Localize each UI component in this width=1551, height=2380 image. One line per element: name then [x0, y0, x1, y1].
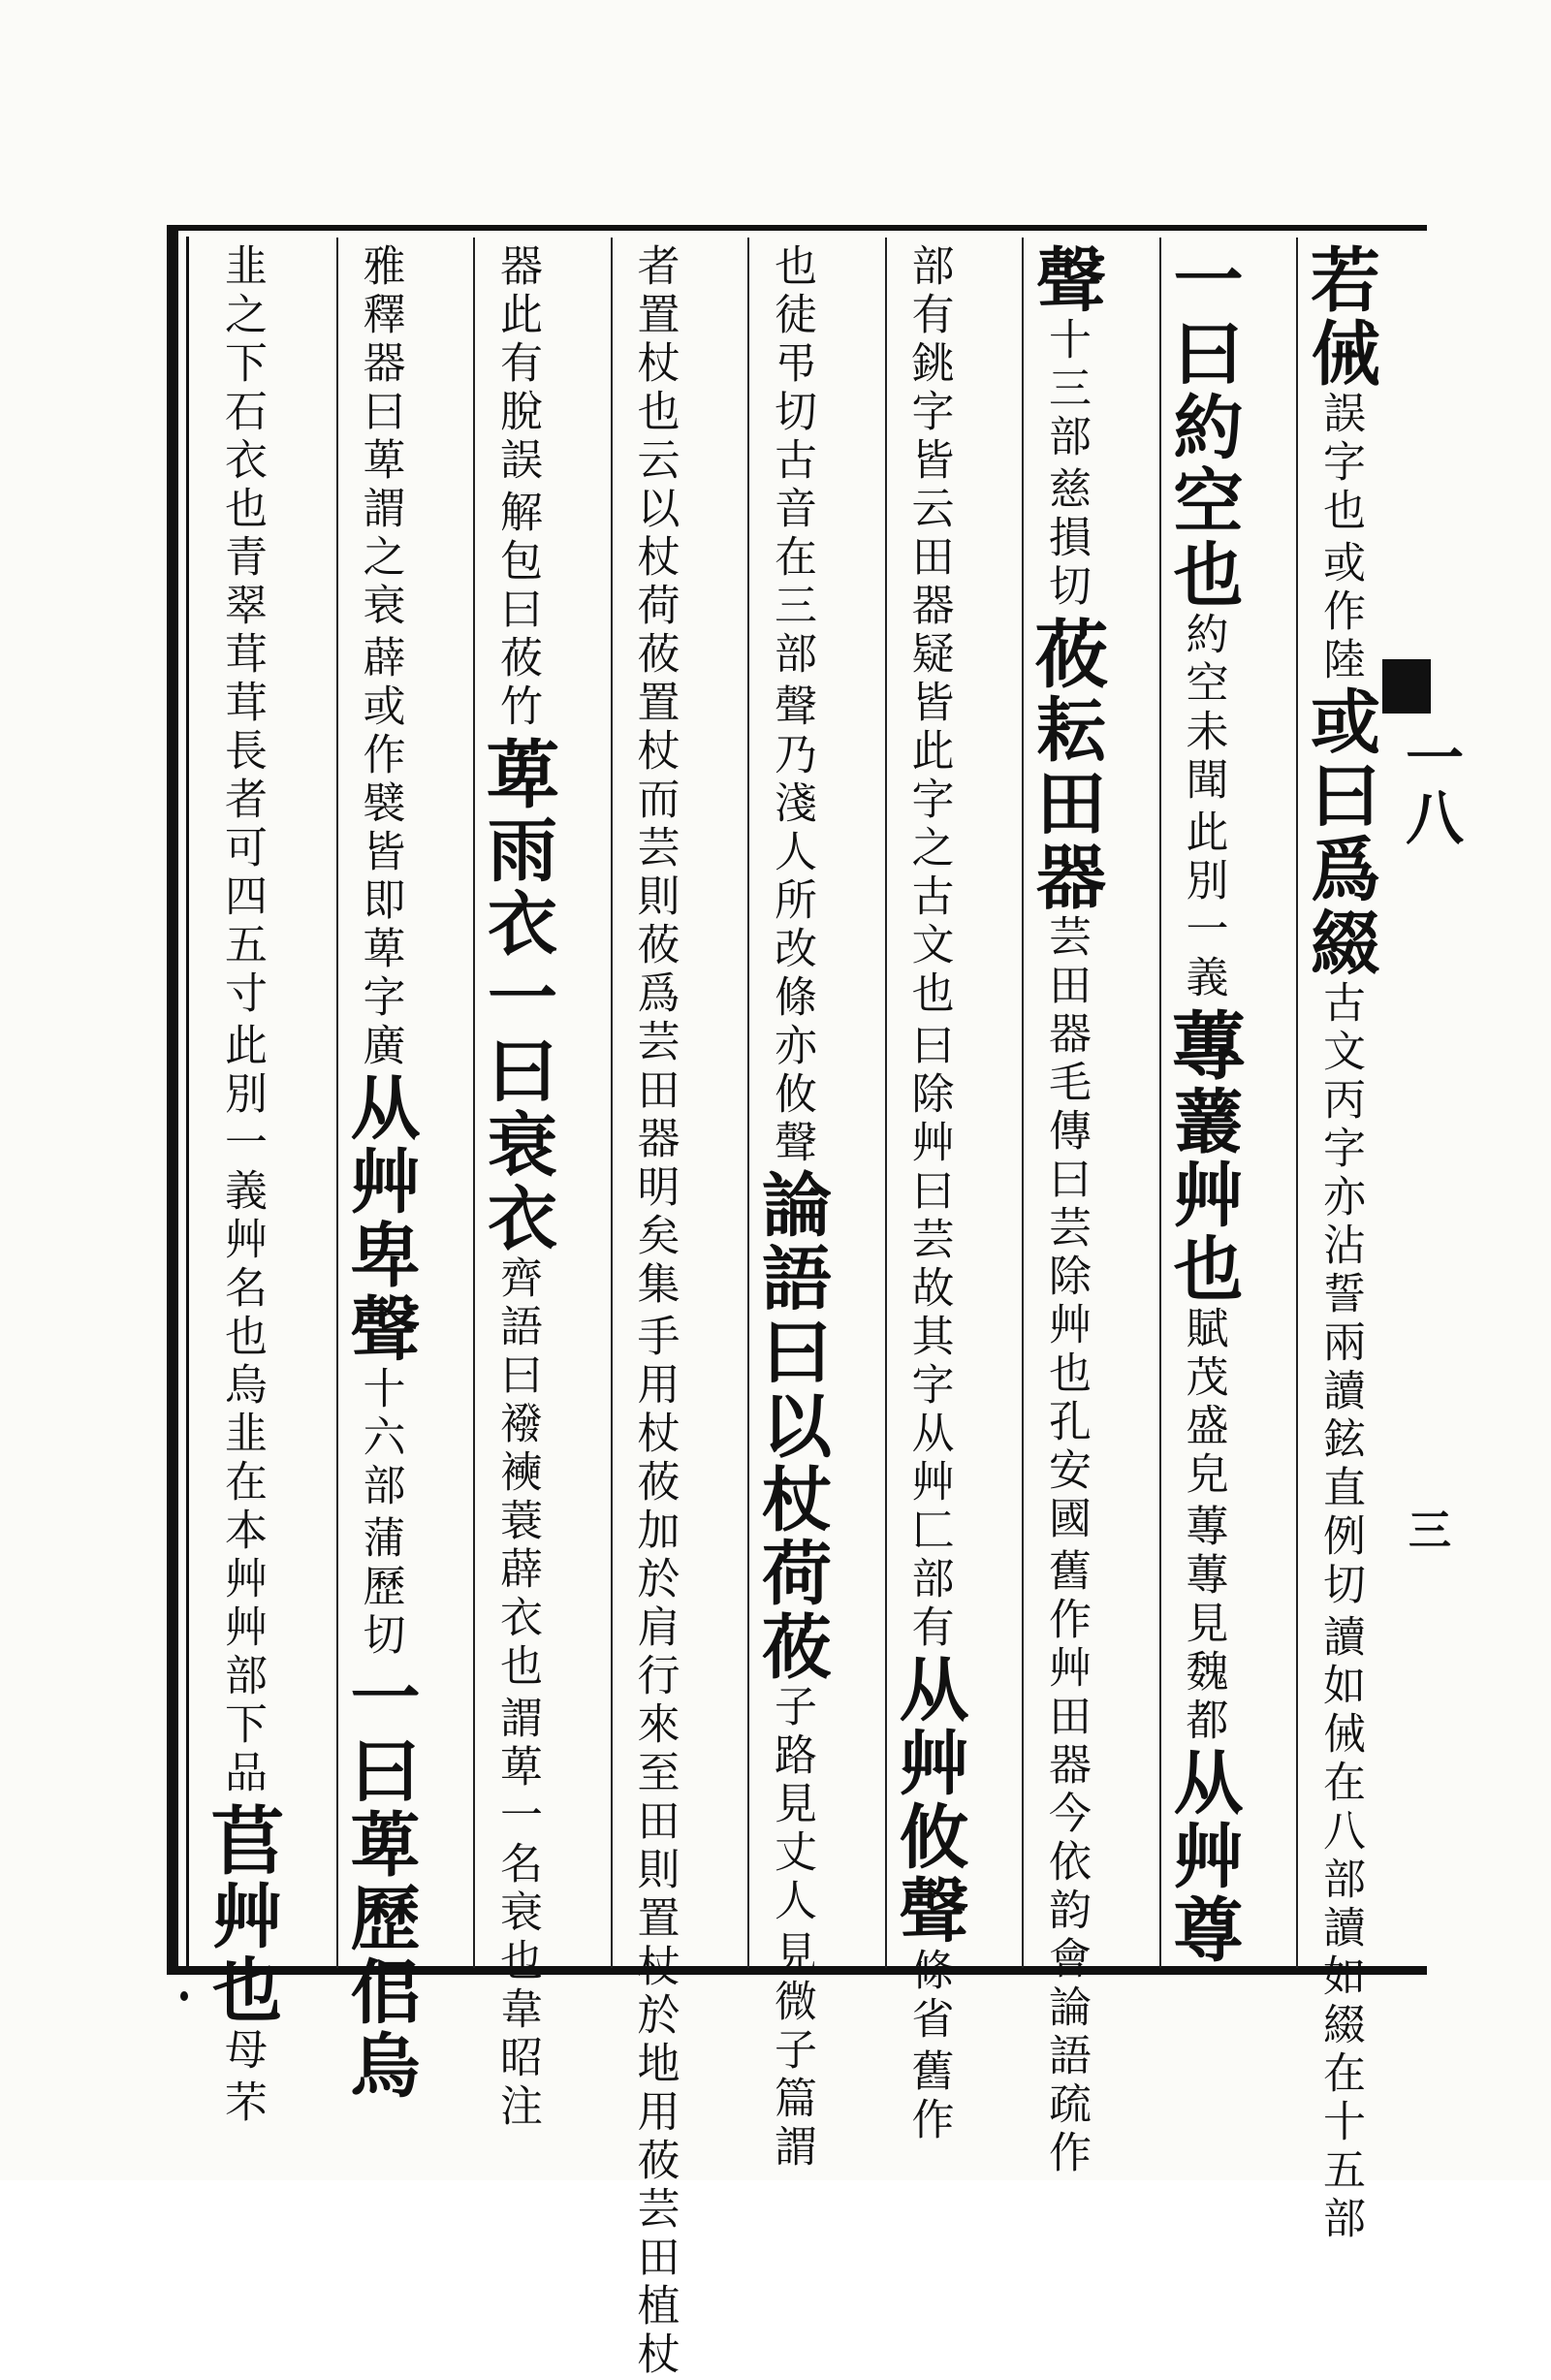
- text-column: [1296, 238, 1381, 2244]
- annotation-pair: [492, 1255, 542, 2132]
- annotation-left: 古文丙字亦沾誓兩讀鉉直例切: [1315, 980, 1365, 1610]
- annotation-right: 曰除艸曰芸故其字从艸匚部有: [903, 1023, 954, 1653]
- annotation-left: 賦茂盛皃: [1178, 1306, 1228, 1500]
- text-column: [473, 238, 560, 2132]
- main-text: 聲: [1025, 243, 1107, 317]
- main-text: 或曰爲綴: [1299, 685, 1381, 980]
- main-text: 一曰約空也: [1161, 243, 1245, 612]
- fish-tail-mark: [1382, 659, 1431, 714]
- annotation-pair: [492, 243, 542, 732]
- main-text: 从艸尊: [1161, 1746, 1245, 1967]
- main-text: 䕺艸也: [1161, 1085, 1245, 1306]
- annotation-left: 者置杖也云以杖荷莜置杖而芸則莜爲芸田器明矣集: [629, 243, 680, 1310]
- annotation-right: 見微子篇謂: [767, 1930, 816, 2173]
- annotation-left: 條省: [903, 1948, 954, 2045]
- ink-speck: [180, 1991, 188, 2001]
- main-text: 从艸攸聲: [887, 1653, 970, 1948]
- annotation-pair: [903, 1948, 954, 2145]
- annotation-right: 慈損切: [1041, 466, 1091, 612]
- annotation-left: 芸田器毛傳曰芸除艸也孔安國: [1041, 914, 1091, 1544]
- annotation-right: 此別一義: [1178, 809, 1228, 1003]
- annotation-right: 聲乃淺人所改條亦攸聲: [767, 683, 816, 1168]
- annotation-pair: [903, 243, 954, 1653]
- main-text: 一曰萆歷佀烏: [338, 1661, 422, 2103]
- seal-character: 蓴: [1159, 1007, 1247, 1081]
- annotation-right: 手用杖莜加於肩行來至田則置杖於地用莜芸田植杖: [629, 1314, 680, 2380]
- annotation-left: 部有銚字皆云田器疑皆此字之古文也: [903, 243, 954, 1019]
- main-text: 雨衣一曰衰衣: [476, 813, 558, 1255]
- seal-character: 苢: [199, 1802, 285, 1876]
- text-columns: [199, 238, 1381, 2380]
- annotation-left: 韭之下石衣也青翠茸茸長者可四五寸: [217, 243, 267, 1019]
- frame-inner-line: [186, 237, 189, 1972]
- annotation-left: 母: [217, 2027, 267, 2076]
- main-text: 論語曰以杖荷莜: [750, 1168, 833, 1684]
- annotation-pair: [1041, 914, 1091, 2178]
- center-margin: [1381, 231, 1430, 1971]
- annotation-left: 十三部: [1041, 317, 1091, 462]
- annotation-right: 此別一義艸名也烏韭在本艸艸部下品: [217, 1023, 267, 1798]
- annotation-right: 舊作: [903, 2048, 954, 2145]
- seal-character: 莜: [1023, 616, 1109, 689]
- annotation-right: 讀如㑘在八部讀如綴在十五部: [1315, 1614, 1365, 2244]
- text-column: [747, 238, 833, 2173]
- annotation-right: 或作陸: [1315, 540, 1365, 685]
- annotation-pair: [1041, 317, 1091, 612]
- annotation-pair: [217, 243, 267, 1798]
- annotation-left: 子路見丈人: [767, 1684, 816, 1926]
- margin-page-number: 三: [1401, 1507, 1450, 1550]
- annotation-pair: [1315, 980, 1365, 2244]
- annotation-pair: [1178, 612, 1228, 1003]
- annotation-pair: [355, 243, 405, 1071]
- annotation-right: 蒲歷切: [355, 1515, 405, 1661]
- annotation-left: 約空未聞: [1178, 612, 1228, 806]
- annotation-left: 誤字也: [1315, 391, 1365, 536]
- main-text: 艸也: [201, 1880, 283, 2027]
- annotation-right: 薜或作襞皆即萆字廣: [355, 635, 405, 1071]
- seal-character: 萆: [474, 736, 560, 809]
- annotation-pair: [217, 2027, 267, 2128]
- text-column: [199, 238, 285, 2128]
- annotation-pair: [767, 243, 816, 1168]
- annotation-pair: [355, 1366, 405, 1661]
- text-column: [611, 238, 696, 2380]
- annotation-pair: [1178, 1306, 1228, 1746]
- text-column: [1022, 238, 1109, 2178]
- annotation-left: 十六部: [355, 1366, 405, 1511]
- text-column: [885, 238, 970, 2145]
- annotation-pair: [767, 1684, 816, 2173]
- main-text: 耘田器: [1025, 693, 1107, 914]
- annotation-pair: [629, 243, 680, 2380]
- annotation-right: 舊作艸田器今依韵會論語疏作: [1041, 1548, 1091, 2178]
- main-text: 从艸卑聲: [338, 1071, 422, 1366]
- annotation-left: 也徒弔切古音在三部: [767, 243, 816, 680]
- annotation-right: 芣: [217, 2079, 267, 2128]
- annotation-right: 謂萆一名衰也韋昭注: [492, 1696, 542, 2132]
- annotation-right: 解包曰莜竹: [492, 490, 542, 732]
- annotation-right: 蓴蓴見魏都: [1178, 1504, 1228, 1746]
- annotation-left: 器此有脫誤: [492, 243, 542, 486]
- annotation-pair: [1315, 391, 1365, 685]
- annotation-left: 齊語曰襏襫蓑薜衣也: [492, 1255, 542, 1692]
- text-column: [1159, 238, 1245, 1968]
- text-column: [336, 238, 422, 2103]
- annotation-left: 雅釋器曰萆謂之衰: [355, 243, 405, 631]
- main-text: 若㑘: [1299, 243, 1381, 391]
- margin-title: 一八: [1396, 727, 1464, 847]
